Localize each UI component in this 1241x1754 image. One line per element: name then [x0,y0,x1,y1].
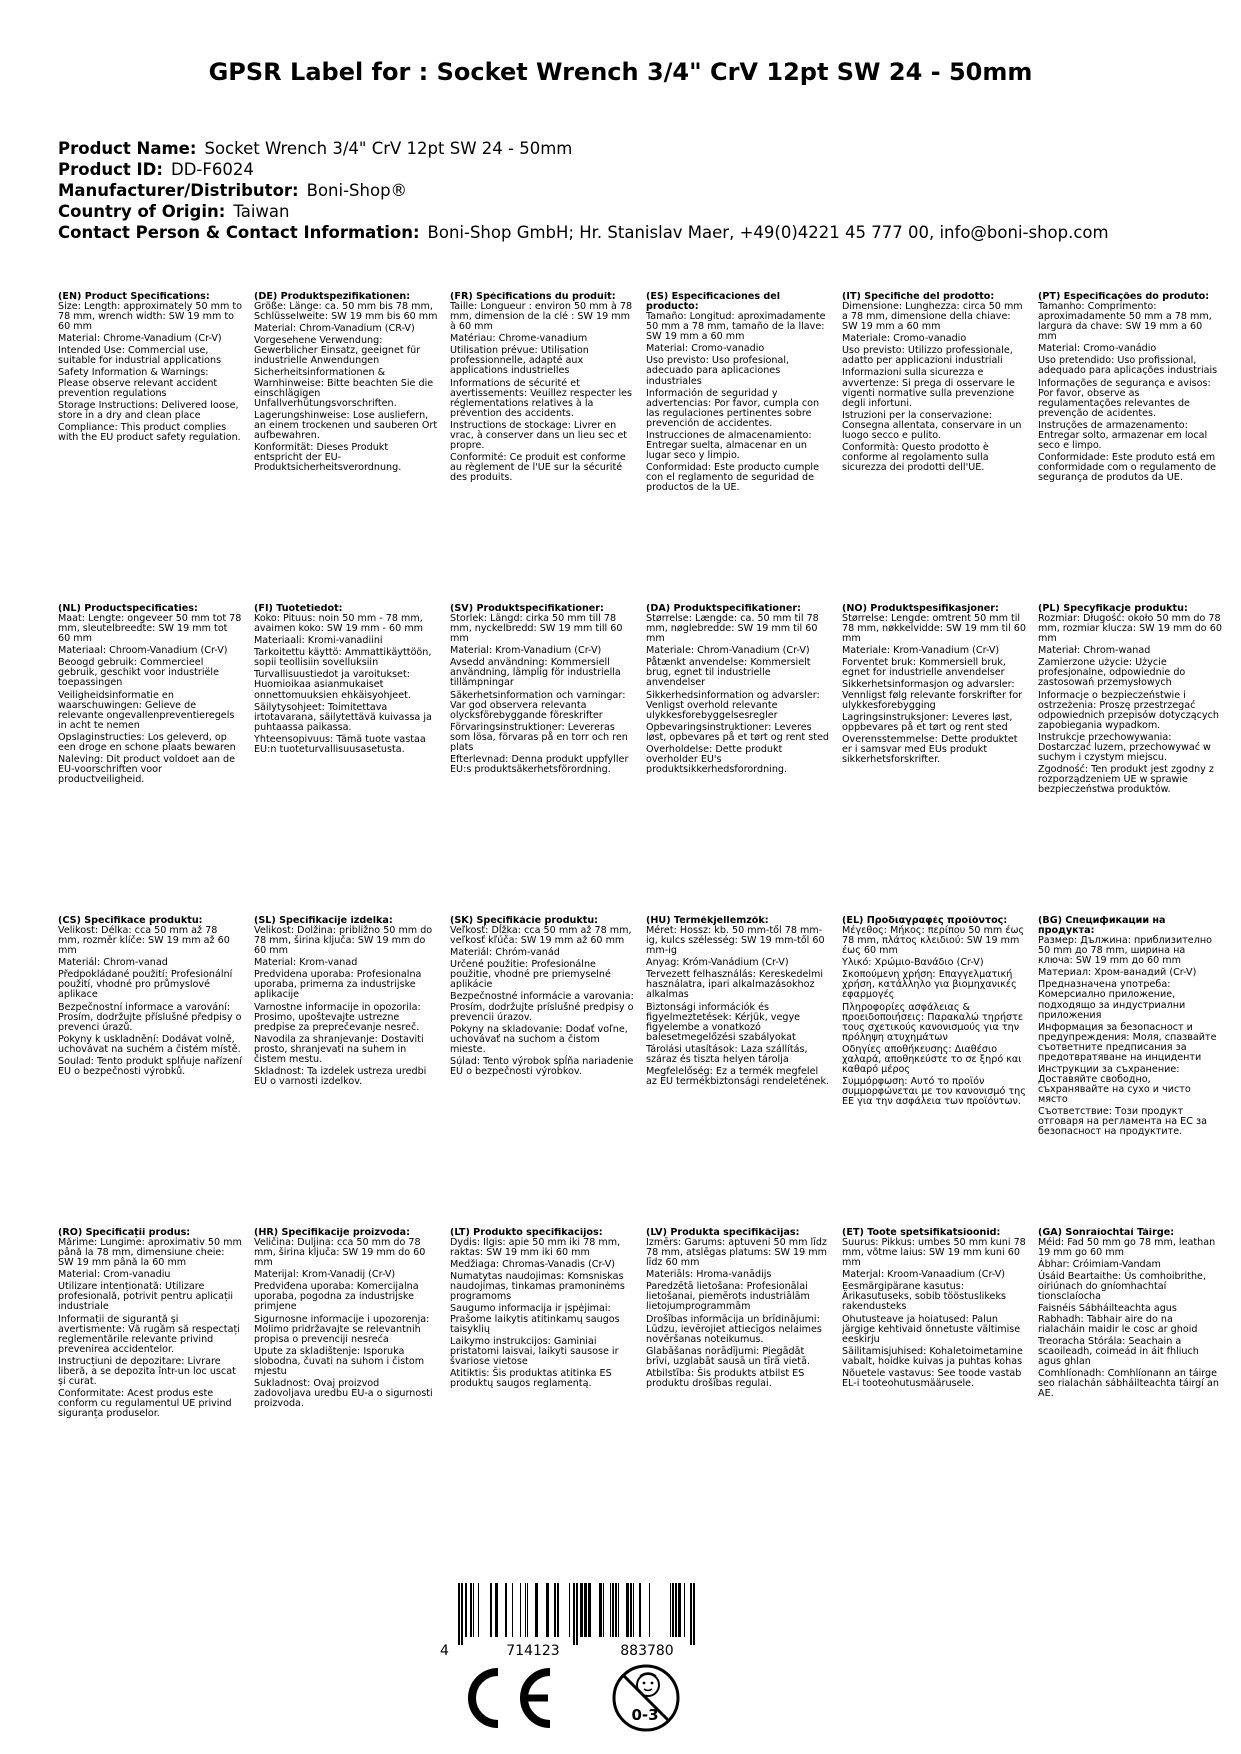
spec-line: Skladnost: Ta izdelek ustreza uredbi EU o varnosti izdelkov. [254,1065,427,1087]
language-heading: (ET) Toote spetsifikatsioonid: [842,1228,1001,1238]
language-heading: (DE) Produktspezifikationen: [254,292,411,302]
spec-line: Navodila za shranjevanje: Dostaviti prosto, shranjevati na suhem in čistem mestu. [254,1033,424,1065]
manufacturer-label: Manufacturer/Distributor: [58,181,299,200]
spec-line: Material: Cromo-vanadio [646,343,765,355]
spec-line: Megfelelőség: Ez a termék megfelel az EU termékbiztonsági rendeletének. [646,1065,830,1087]
spec-line: Instructions de stockage: Livrer en vrac, à conserver dans un lieu sec et propre. [450,419,628,451]
language-heading: (SV) Produktspecifikationer: [450,604,604,614]
language-heading: (LV) Produkta specifikācijas: [646,1228,800,1238]
spec-line: Biztonsági információk és figyelmeztetések: Kérjük, vegye figyelembe a vonatkozó balesetmegelőzési szabályokat [646,1001,801,1043]
language-block [842,916,1038,1228]
spec-line: Material: Cromo-vanádio [1038,343,1157,355]
spec-line: Material: Krom-vanad [254,957,358,969]
language-heading: (NL) Productspecificaties: [58,604,198,614]
spec-line: Maat: Lengte: ongeveer 50 mm tot 78 mm, sleutelbreedte: SW 19 mm tot 60 mm [58,613,242,645]
spec-line: Material: Krom-Vanadium (Cr-V) [450,645,602,657]
spec-line: Materiał: Chrom-wanad [1038,645,1151,657]
language-block [254,292,450,604]
spec-line: Compliance: This product complies with the EU product safety regulation. [58,421,241,443]
spec-line: Uso pretendido: Uso profissional, adequado para aplicações industriais [1038,355,1218,377]
spec-line: Méret: Hossz: kb. 50 mm-től 78 mm-ig, kulcs szélesség: SW 19 mm-től 60 mm-ig [646,925,825,957]
spec-line: Informații de siguranță și avertismente: Vă rugăm să respectați reglementările relevante privind prevenirea accidentelor. [58,1313,240,1355]
language-block [646,916,842,1228]
spec-line: Predvidena uporaba: Profesionalna uporaba, primerna za industrijske aplikacije [254,969,422,1001]
spec-line: Opbevaringsinstruktioner: Leveres løst, opbevares på et tørt og rent sted [646,721,829,743]
spec-line: Størrelse: Lengde: omtrent 50 mm til 78 mm, nøkkelvidde: SW 19 mm til 60 mm [842,613,1027,645]
spec-line: Koko: Pituus: noin 50 mm - 78 mm, avaimen koko: SW 19 mm - 60 mm [254,613,424,635]
spec-line: Beoogd gebruik: Commercieel gebruik, geschikt voor industriële toepassingen [58,657,219,689]
spec-line: Súlad: Tento výrobok spĺňa nariadenie EÚ o bezpečnosti výrobkov. [450,1055,634,1077]
contact-label: Contact Person & Contact Information: [58,223,420,242]
spec-line: Información de seguridad y advertencias: Por favor, cumpla con las regulaciones pertinentes sobre prevención de accidentes. [646,387,820,429]
spec-line: Úsáid Beartaithe: Ús comhoibrithe, oiriúnach do gníomhachtaí tionsclaíocha [1038,1271,1207,1303]
spec-line: Méid: Fad 50 mm go 78 mm, leathan 19 mm go 60 mm [1038,1237,1216,1259]
spec-line: Zgodność: Ten produkt jest zgodny z rozporządzeniem UE w sprawie bezpieczeństwa produktów. [1038,763,1214,796]
spec-line: Utilizare intenționată: Utilizare profesională, potrivit pentru aplicații industriale [58,1281,234,1313]
barcode-bars [458,1583,695,1645]
spec-line: Συμμόρφωση: Αυτό το προϊόν συμμορφώνεται με τον κανονισμό της ΕΕ για την ασφάλεια των προϊόντων. [842,1075,1026,1108]
spec-line: Material: Crom-vanadiu [58,1269,171,1281]
spec-line: Οδηγίες αποθήκευσης: Διαθέσιο χαλαρά, αποθηκεύστε το σε ξηρό και καθαρό μέρος [842,1043,1022,1075]
spec-line: Информация за безопасност и предупреждения: Моля, спазвайте съответните предписания за предотвратяване на инциденти [1038,1021,1217,1063]
spec-line: Bezpečnostné informácie a varovania: Prosím, dodržujte príslušné predpisy o prevencii úrazov. [450,991,634,1023]
spec-line: Konformität: Dieses Produkt entspricht der EU-Produktsicherheitsverordnung. [254,441,402,473]
spec-line: Treoracha Stórála: Seachain a scaoileadh, coimeád in áit fhliuch agus ghlan [1038,1335,1199,1367]
spec-line: Informacje o bezpieczeństwie i ostrzeżenia: Proszę przestrzegać odpowiednich przepisów dotyczących zapobiegania wypadkom. [1038,689,1219,731]
spec-line: Material: Chrom-Vanadium (CR-V) [254,323,415,335]
spec-line: Tamaño: Longitud: aproximadamente 50 mm a 78 mm, tamaño de la llave: SW 19 mm a 60 mm [646,311,826,343]
language-block [450,916,646,1228]
language-block [1038,916,1234,1228]
spec-line: Soulad: Tento produkt splňuje nařízení EU o bezpečnosti výrobků. [58,1055,242,1077]
spec-line: Lagerungshinweise: Lose ausliefern, an einem trockenen und sauberen Ort aufbewahren. [254,409,438,441]
spec-line: Upute za skladištenje: Isporuka slobodna, čuvati na suhom i čistom mjestu [254,1345,425,1377]
origin-label: Country of Origin: [58,202,226,221]
spec-line: Conformità: Questo prodotto è conforme al regolamento sulla sicurezza dei prodotti dell'UE. [842,441,989,473]
spec-line: Instrukcje przechowywania: Dostarczać luzem, przechowywać w suchym i czystym miejscu. [1038,731,1211,763]
spec-line: Veiligheidsinformatie en waarschuwingen: Gelieve de relevante ongevallenpreventieregels in acht te nemen [58,689,235,731]
spec-line: Säilitamisjuhised: Kohaletoimetamine vabalt, hoidke kuivas ja puhtas kohas [842,1345,1023,1367]
spec-line: Sigurnosne informacije i upozorenja: Molimo pridržavajte se relevantnih propisa o prevenciji nesreća [254,1313,430,1345]
spec-line: Πληροφορίες ασφάλειας & προειδοποιήσεις: Παρακαλώ τηρήστε τους σχετικούς κανονισμούς για την πρόληψη ατυχημάτων [842,1001,1024,1043]
spec-line: Υλικό: Χρώμιο-Βανάδιο (Cr-V) [842,957,984,969]
manufacturer-value: Boni-Shop® [306,181,408,200]
spec-line: Material: Chrome-Vanadium (Cr-V) [58,333,222,345]
spec-line: Utilisation prévue: Utilisation professionnelle, adapté aux applications industrielles [450,345,589,377]
language-block [58,916,254,1228]
spec-line: Инструкции за съхранение: Доставяйте свободно, съхранявайте на сухо и чисто място [1038,1063,1191,1106]
spec-line: Matériau: Chrome-vanadium [450,333,588,345]
language-block [58,292,254,604]
spec-line: Tárolási utasítások: Laza szállítás, száraz és tiszta helyen tárolja [646,1043,808,1065]
language-block [646,604,842,916]
spec-line: Materiale: Krom-Vanadium (Cr-V) [842,645,1000,657]
language-heading: (HU) Termékjellemzők: [646,916,769,926]
spec-line: Förvaringsinstruktioner: Levereras som lösa, förvaras på en torr och ren plats [450,721,628,753]
page-title: GPSR Label for : Socket Wrench 3/4" CrV 12pt SW 24 - 50mm [208,58,1033,86]
contact-value: Boni-Shop GmbH; Hr. Stanislav Maer, +49(0)4221 45 777 00, info@boni-shop.com [427,223,1109,242]
spec-line: Materiāls: Hroma-vanādijs [646,1269,772,1281]
spec-line: Laikymo instrukcijos: Gaminiai pristatomi laisvai, laikyti sausose ir švariose vietose [450,1335,619,1367]
language-block [842,604,1038,916]
spec-line: Ábhar: Cróimiam-Vandam [1038,1259,1161,1271]
product-name-value: Socket Wrench 3/4" CrV 12pt SW 24 - 50mm [204,139,573,158]
spec-line: Materijal: Krom-Vanadij (Cr-V) [254,1269,396,1281]
spec-line: Tervezett felhasználás: Kereskedelmi használatra, ipari alkalmazásokhoz alkalmas [646,969,824,1001]
language-heading: (SL) Specifikacije izdelka: [254,916,393,926]
spec-line: Suurus: Pikkus: umbes 50 mm kuni 78 mm, võtme laius: SW 19 mm kuni 60 mm [842,1237,1026,1269]
spec-line: Comhlíonadh: Comhlíonann an táirge seo rialachán sábháilteachta táirgí an AE. [1038,1367,1219,1399]
spec-line: Avsedd användning: Kommersiell användning, lämplig för industriella tillämpningar [450,657,621,689]
spec-line: Dydis: Ilgis: apie 50 mm iki 78 mm, raktas: SW 19 mm iki 60 mm [450,1237,621,1259]
language-block [646,1228,842,1540]
language-block [58,604,254,916]
language-block [646,292,842,604]
spec-line: Efterlevnad: Denna produkt uppfyller EU:s produktsäkerhetsförordning. [450,753,629,775]
spec-line: Sicherheitsinformationen & Warnhinweise: Bitte beachten Sie die einschlägigen Unfallverhütungsvorschriften. [254,367,434,409]
spec-line: Sikkerhetsinformasjon og advarsler: Vennligst følg relevante forskrifter for ulykkesforebygging [842,679,1023,711]
language-heading: (CS) Specifikace produktu: [58,916,203,926]
spec-line: Conformitate: Acest produs este conform cu regulamentul UE privind siguranța produselor. [58,1387,232,1420]
language-block [450,604,646,916]
spec-line: Materiaali: Kromi-vanadiini [254,635,383,647]
language-block [1038,292,1234,604]
spec-line: Medžiaga: Chromas-Vanadis (Cr-V) [450,1259,616,1271]
ce-mark-icon [472,1672,550,1724]
manufacturer-row [58,180,1208,201]
spec-line: Storage Instructions: Delivered loose, store in a dry and clean place [58,399,239,421]
language-heading: (RO) Specificații produs: [58,1228,191,1238]
spec-line: Istruzioni per la conservazione: Consegna allentata, conservare in un luogo secco e pulito. [842,409,1022,441]
spec-line: Intended Use: Commercial use, suitable for industrial applications [58,345,222,367]
spec-line: Säilytysohjeet: Toimitettava irtotavarana, säilytettävä kuivassa ja puhtaassa paikassa. [254,701,432,733]
spec-line: Vorgesehene Verwendung: Gewerblicher Einsatz, geeignet für industrielle Anwendungen [254,335,421,367]
spec-line: Dimensione: Lunghezza: circa 50 mm a 78 mm, dimensione della chiave: SW 19 mm a 60 mm [842,301,1023,333]
spec-line: Tarkoitettu käyttö: Ammattikäyttöön, sopii teollisiin sovelluksiin [254,647,432,669]
spec-line: Conformidad: Este producto cumple con el reglamento de seguridad de productos de la UE. [646,462,819,494]
product-id-label: Product ID: [58,160,163,179]
language-block [254,1228,450,1540]
language-heading: (EN) Product Specifications: [58,292,210,302]
spec-line: Opslaginstructies: Los geleverd, op een droge en schone plaats bewaren [58,731,236,753]
language-heading: (EL) Προδιαγραφές προϊόντος: [842,916,1008,926]
spec-line: Съответствие: Този продукт отговаря на регламента на ЕС за безопасност на продуктите. [1038,1106,1207,1138]
product-name-label: Product Name: [58,139,197,158]
age-warning-icon [614,1666,678,1730]
spec-line: Bezpečnostní informace a varování: Prosím, dodržujte příslušné předpisy o prevenci úrazů. [58,1001,242,1033]
barcode-digits-left: 714123 [506,1643,560,1659]
spec-line: Předpokládané použití: Profesionální použití, vhodné pro průmyslové aplikace [58,969,233,1001]
spec-line: Materiale: Chrom-Vanadium (Cr-V) [646,645,810,657]
spec-line: Tamanho: Comprimento: aproximadamente 50 mm a 78 mm, largura da chave: SW 19 mm a 60 mm [1038,301,1212,343]
language-block [58,1228,254,1540]
origin-row [58,201,1208,222]
language-grid [58,292,1234,1540]
spec-line: Materjal: Kroom-Vanaadium (Cr-V) [842,1269,1006,1281]
spec-line: Sikkerhedsinformation og advarsler: Venligst overhold relevante ulykkesforebyggelsesregler [646,689,820,721]
language-heading: (SK) Špecifikácie produktu: [450,916,599,926]
spec-line: Turvallisuustiedot ja varoitukset: Huomioikaa asianmukaiset onnettomuuksien ehkäisyohjeet. [254,669,411,701]
spec-line: Varnostne informacije in opozorila: Prosimo, upoštevajte ustrezne predpise za preprečevanje nesreč. [254,1001,421,1033]
spec-line: Atbilstība: Šis produkts atbilst ES produktu drošības regulai. [646,1367,805,1389]
spec-line: Conformidade: Este produto está em conformidade com o regulamento de segurança de produtos da UE. [1038,451,1217,484]
language-heading: (ES) Especificaciones del producto: [646,292,781,313]
spec-line: Velikost: Dolžina: približno 50 mm do 78 mm, širina ključa: SW 19 mm do 60 mm [254,925,433,957]
spec-line: Σκοπούμενη χρήση: Επαγγελματική χρήση, κατάλληλο για βιομηχανικές εφαρμογές [842,969,1017,1001]
spec-line: Faisnéis Sábháilteachta agus Rabhadh: Tabhair aire do na rialacháin maidir le cosc ar ghoid [1038,1303,1198,1335]
age-label: 0-3 [631,1706,659,1724]
barcode-digit-lead: 4 [440,1643,449,1659]
language-heading: (NO) Produktspesifikasjoner: [842,604,999,614]
spec-line: Numatytas naudojimas: Komsniskas naudojimas, tinkamas pramoninėms programoms [450,1271,625,1303]
spec-line: Overensstemmelse: Dette produktet er i samsvar med EUs produkt sikkerhetsforskrifter. [842,733,1018,765]
spec-line: Размер: Дължина: приблизително 50 mm до 78 mm, ширина на ключа: SW 19 mm до 60 mm [1038,935,1212,967]
spec-line: Saugumo informacija ir įspėjimai: Prašome laikytis atitinkamų saugos taisyklių [450,1303,620,1335]
language-block [254,916,450,1228]
language-heading: (DA) Produktspecifikationer: [646,604,801,614]
spec-line: Conformité: Ce produit est conforme au règlement de l'UE sur la sécurité des produits. [450,451,626,484]
spec-line: Pokyny na skladovanie: Dodať voľne, uchovávať na suchom a čistom mieste. [450,1023,628,1055]
language-block [1038,604,1234,916]
language-heading: (PL) Specyfikacje produktu: [1038,604,1188,614]
spec-line: Instrucciones de almacenamiento: Entregar suelta, almacenar en un lugar seco y limpio. [646,429,812,461]
product-id-value: DD-F6024 [170,160,254,179]
spec-line: Mărime: Lungime: aproximativ 50 mm până la 78 mm, dimensiune cheie: SW 19 mm până la 60 mm [58,1237,242,1269]
language-heading: (PT) Especificações do produto: [1038,292,1210,302]
spec-line: Size: Length: approximately 50 mm to 78 mm, wrench width: SW 19 mm to 60 mm [58,301,242,333]
language-heading: (BG) Спецификации на продукта: [1038,916,1166,937]
spec-line: Materiale: Cromo-vanadio [842,333,967,345]
product-name-row [58,138,1208,159]
spec-line: Určené použitie: Profesionálne použitie, vhodné pre priemyselné aplikácie [450,959,611,991]
spec-line: Instruções de armazenamento: Entregar solto, armazenar em local seco e limpo. [1038,419,1208,451]
spec-line: Forventet bruk: Kommersiell bruk, egnet for industrielle anvendelser [842,657,1006,679]
spec-line: Informazioni sulla sicurezza e avvertenze: Si prega di osservare le vigenti normative sulla prevenzione degli infortuni. [842,367,1015,409]
spec-line: Sukladnost: Ovaj proizvod zadovoljava uredbu EU-a o sigurnosti proizvoda. [254,1377,433,1409]
spec-line: Materiál: Chrom-vanad [58,957,168,969]
language-heading: (IT) Specifiche del prodotto: [842,292,995,302]
spec-line: Informações de segurança e avisos: Por favor, observe as regulamentações relevantes de prevenção de acidentes. [1038,377,1211,419]
spec-line: Atitiktis: Šis produktas atitinka ES produktų saugos reglamentą. [450,1367,612,1389]
spec-line: Μέγεθος: Μήκος: περίπου 50 mm έως 78 mm, πλάτος κλειδιού: SW 19 mm έως 60 mm [842,925,1025,957]
spec-line: Taille: Longueur : environ 50 mm à 78 mm, dimension de la clé : SW 19 mm à 60 mm [450,301,633,333]
spec-line: Påtænkt anvendelse: Kommersielt brug, egnet til industrielle anvendelser [646,657,811,689]
spec-line: Materiál: Chróm-vanád [450,947,560,959]
spec-line: Lagringsinstruksjoner: Leveres løst, oppbevares på et tørt og rent sted [842,711,1013,733]
spec-line: Overholdelse: Dette produkt overholder EU's produktsikkerhedsforordning. [646,743,788,775]
spec-line: Veľkosť: Dĺžka: cca 50 mm až 78 mm, veľkosť kľúča: SW 19 mm až 60 mm [450,925,632,947]
spec-line: Informations de sécurité et avertissements: Veuillez respecter les réglementations relatives à la prévention des accidents. [450,377,633,419]
language-block [450,292,646,604]
spec-line: Rozmiar: Długość: około 50 mm do 78 mm, rozmiar klucza: SW 19 mm do 60 mm [1038,613,1222,645]
barcode [440,1583,710,1659]
language-heading: (HR) Specifikacije proizvoda: [254,1228,410,1238]
product-id-row [58,159,1208,180]
language-heading: (LT) Produkto specifikacijos: [450,1228,603,1238]
spec-line: Eesmärgipärane kasutus: Ärikasutuseks, sobib tööstuslikeks rakendusteks [842,1281,1007,1313]
spec-line: Instrucțiuni de depozitare: Livrare liberă, a se depozita într-un loc uscat și curat. [58,1355,236,1387]
spec-line: Paredzētā lietošana: Profesionālai lietošanai, piemērots industriālām lietojumprogrammām [646,1281,810,1313]
spec-line: Предназначена употреба: Комерсиално приложение, подходящо за индустриални приложения [1038,979,1186,1021]
spec-line: Velikost: Délka: cca 50 mm až 78 mm, rozměr klíče: SW 19 mm až 60 mm [58,925,230,957]
spec-line: Veličina: Duljina: cca 50 mm do 78 mm, širina ključa: SW 19 mm do 60 mm [254,1237,426,1269]
spec-line: Größe: Länge: ca. 50 mm bis 78 mm, Schlüsselweite: SW 19 mm bis 60 mm [254,301,438,323]
conformity-marks [450,1660,700,1736]
spec-line: Izmērs: Garums: aptuveni 50 mm līdz 78 mm, atslēgas platums: SW 19 mm līdz 60 mm [646,1237,827,1269]
spec-line: Naleving: Dit product voldoet aan de EU-voorschriften voor productveiligheid. [58,753,235,785]
language-block [1038,1228,1234,1540]
product-info [58,138,1208,243]
barcode-digits-right: 883780 [620,1643,674,1659]
language-heading: (FI) Tuotetiedot: [254,604,343,614]
spec-line: Zamierzone użycie: Użycie profesjonalne, odpowiednie do zastosowań przemysłowych [1038,657,1186,689]
spec-line: Uso previsto: Uso profesional, adecuado para aplicaciones industriales [646,355,790,387]
language-block [254,604,450,916]
spec-line: Predviđena uporaba: Komercijalna uporaba, pogodna za industrijske primjene [254,1281,419,1313]
spec-line: Säkerhetsinformation och varningar: Var god observera relevanta olycksförebyggande föreskrifter [450,689,626,721]
spec-line: Uso previsto: Utilizzo professionale, adatto per applicazioni industriali [842,345,1013,367]
spec-line: Anyag: Króm-Vanádium (Cr-V) [646,957,789,969]
language-block [842,292,1038,604]
spec-line: Storlek: Längd: cirka 50 mm till 78 mm, nyckelbredd: SW 19 mm till 60 mm [450,613,623,645]
spec-line: Glabāšanas norādījumi: Piegādāt brīvi, uzglabāt sausā un tīrā vietā. [646,1345,811,1367]
spec-line: Yhteensopivuus: Tämä tuote vastaa EU:n tuoteturvallisuusasetusta. [254,733,426,755]
language-heading: (FR) Spécifications du produit: [450,292,616,302]
spec-line: Материал: Хром-ванадий (Cr-V) [1038,967,1197,979]
contact-row [58,222,1208,243]
spec-line: Materiaal: Chroom-Vanadium (Cr-V) [58,645,228,657]
spec-line: Drošības informācija un brīdinājumi: Lūdzu, ievērojiet attiecīgos nelaimes novēršanas noteikumus. [646,1313,822,1345]
language-block [450,1228,646,1540]
spec-line: Ohutusteave ja hoiatused: Palun järgige kehtivaid õnnetuste vältimise eeskirju [842,1313,1021,1345]
spec-line: Pokyny k uskladnění: Dodávat volně, uchovávat na suchém a čistém místě. [58,1033,241,1055]
spec-line: Safety Information & Warnings: Please observe relevant accident prevention regulations [58,367,218,399]
spec-line: Nõuetele vastavus: See toode vastab EL-i tooteohutusmäärusele. [842,1367,1022,1389]
origin-value: Taiwan [233,202,290,221]
language-heading: (GA) Sonraíochtaí Táirge: [1038,1228,1175,1238]
spec-line: Størrelse: Længde: ca. 50 mm til 78 mm, nøglebredde: SW 19 mm til 60 mm [646,613,819,645]
language-block [842,1228,1038,1540]
